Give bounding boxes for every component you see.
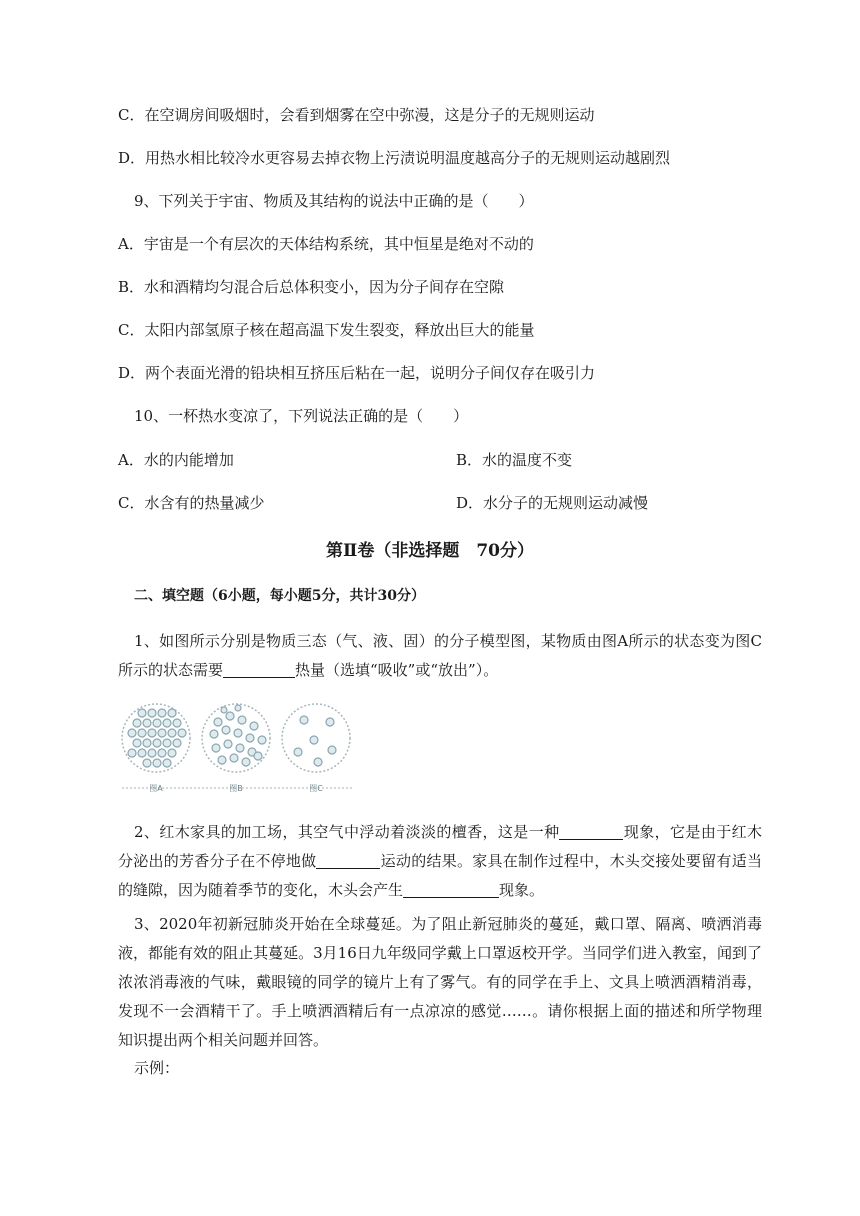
fill-question-1 bbox=[118, 627, 762, 685]
molecule-model-figure bbox=[118, 700, 358, 800]
q9-option-a: A．宇宙是一个有层次的天体结构系统，其中恒星是绝对不动的 bbox=[118, 235, 534, 253]
fill-question-2 bbox=[118, 818, 762, 905]
answer-blank-1[interactable] bbox=[223, 661, 295, 678]
fill-question-3: 3、2020年初新冠肺炎开始在全球蔓延。为了阻止新冠肺炎的蔓延，戴口罩、隔离、喷洒消毒液，都能有效的阻止其蔓延。3月16日九年级同学戴上口罩返校开学。当同学们进入教室，闻到了浓浓消毒液的气味，戴眼镜的同学的镜片上有了雾气。有的同学在手上、文具上喷洒酒精消毒，发现不一会酒精干了。手上喷洒酒精后有一点凉凉的感觉……。请你根据上面的描述和所学物理知识提出两个相关问题并回答。 bbox=[118, 915, 762, 1049]
q10-option-d: D．水分子的无规则运动减慢 bbox=[456, 494, 649, 512]
example-label: 示例： bbox=[134, 1059, 180, 1077]
section-subtitle: 二、填空题（6小题，每小题5分，共计30分） bbox=[134, 588, 425, 604]
gas-state-diagram bbox=[282, 704, 350, 772]
answer-blank-2c[interactable] bbox=[403, 881, 499, 898]
fill1-text-b: 热量（选填“吸收”或“放出”）。 bbox=[295, 661, 499, 679]
fill2-text-d: 现象。 bbox=[499, 881, 545, 899]
answer-blank-2b[interactable] bbox=[316, 852, 380, 869]
q9-option-b: B．水和酒精均匀混合后总体积变小，因为分子间存在空隙 bbox=[118, 278, 505, 296]
figure-label-a: 图A bbox=[149, 784, 163, 793]
figure-label-b: 图B bbox=[229, 784, 243, 793]
fill2-text-b: 现象，它是由于红木分泌出的芳香分子在不停地做 bbox=[118, 823, 762, 870]
q8-option-c: C．在空调房间吸烟时，会看到烟雾在空中弥漫，这是分子的无规则运动 bbox=[118, 106, 595, 124]
liquid-state-diagram bbox=[202, 704, 270, 772]
fill2-text-a: 2、红木家具的加工场，其空气中浮动着淡淡的檀香，这是一种 bbox=[134, 823, 560, 841]
q10-option-c: C．水含有的热量减少 bbox=[118, 494, 265, 512]
solid-state-diagram bbox=[122, 704, 190, 772]
fill1-text-a: 1、如图所示分别是物质三态（气、液、固）的分子模型图，某物质由图A所示的状态变为图C所示的状态需要 bbox=[118, 632, 762, 679]
q9-option-c: C．太阳内部氢原子核在超高温下发生裂变，释放出巨大的能量 bbox=[118, 321, 535, 339]
q10-stem: 10、一杯热水变凉了，下列说法正确的是（ ） bbox=[134, 407, 469, 425]
answer-blank-2a[interactable] bbox=[559, 823, 623, 840]
q8-option-d: D．用热水相比较冷水更容易去掉衣物上污渍说明温度越高分子的无规则运动越剧烈 bbox=[118, 149, 671, 167]
section-title: 第Ⅱ卷（非选择题 70分） bbox=[326, 541, 534, 561]
q9-option-d: D．两个表面光滑的铅块相互挤压后粘在一起，说明分子间仅存在吸引力 bbox=[118, 364, 596, 382]
q9-stem: 9、下列关于宇宙、物质及其结构的说法中正确的是（ ） bbox=[134, 192, 534, 210]
figure-label-c: 图C bbox=[309, 784, 323, 793]
q10-option-b: B．水的温度不变 bbox=[456, 451, 573, 469]
fill2-text-c: 运动的结果。家具在制作过程中，木头交接处要留有适当的缝隙，因为随着季节的变化，木头会产生 bbox=[118, 852, 762, 899]
q10-option-a: A．水的内能增加 bbox=[118, 451, 234, 469]
